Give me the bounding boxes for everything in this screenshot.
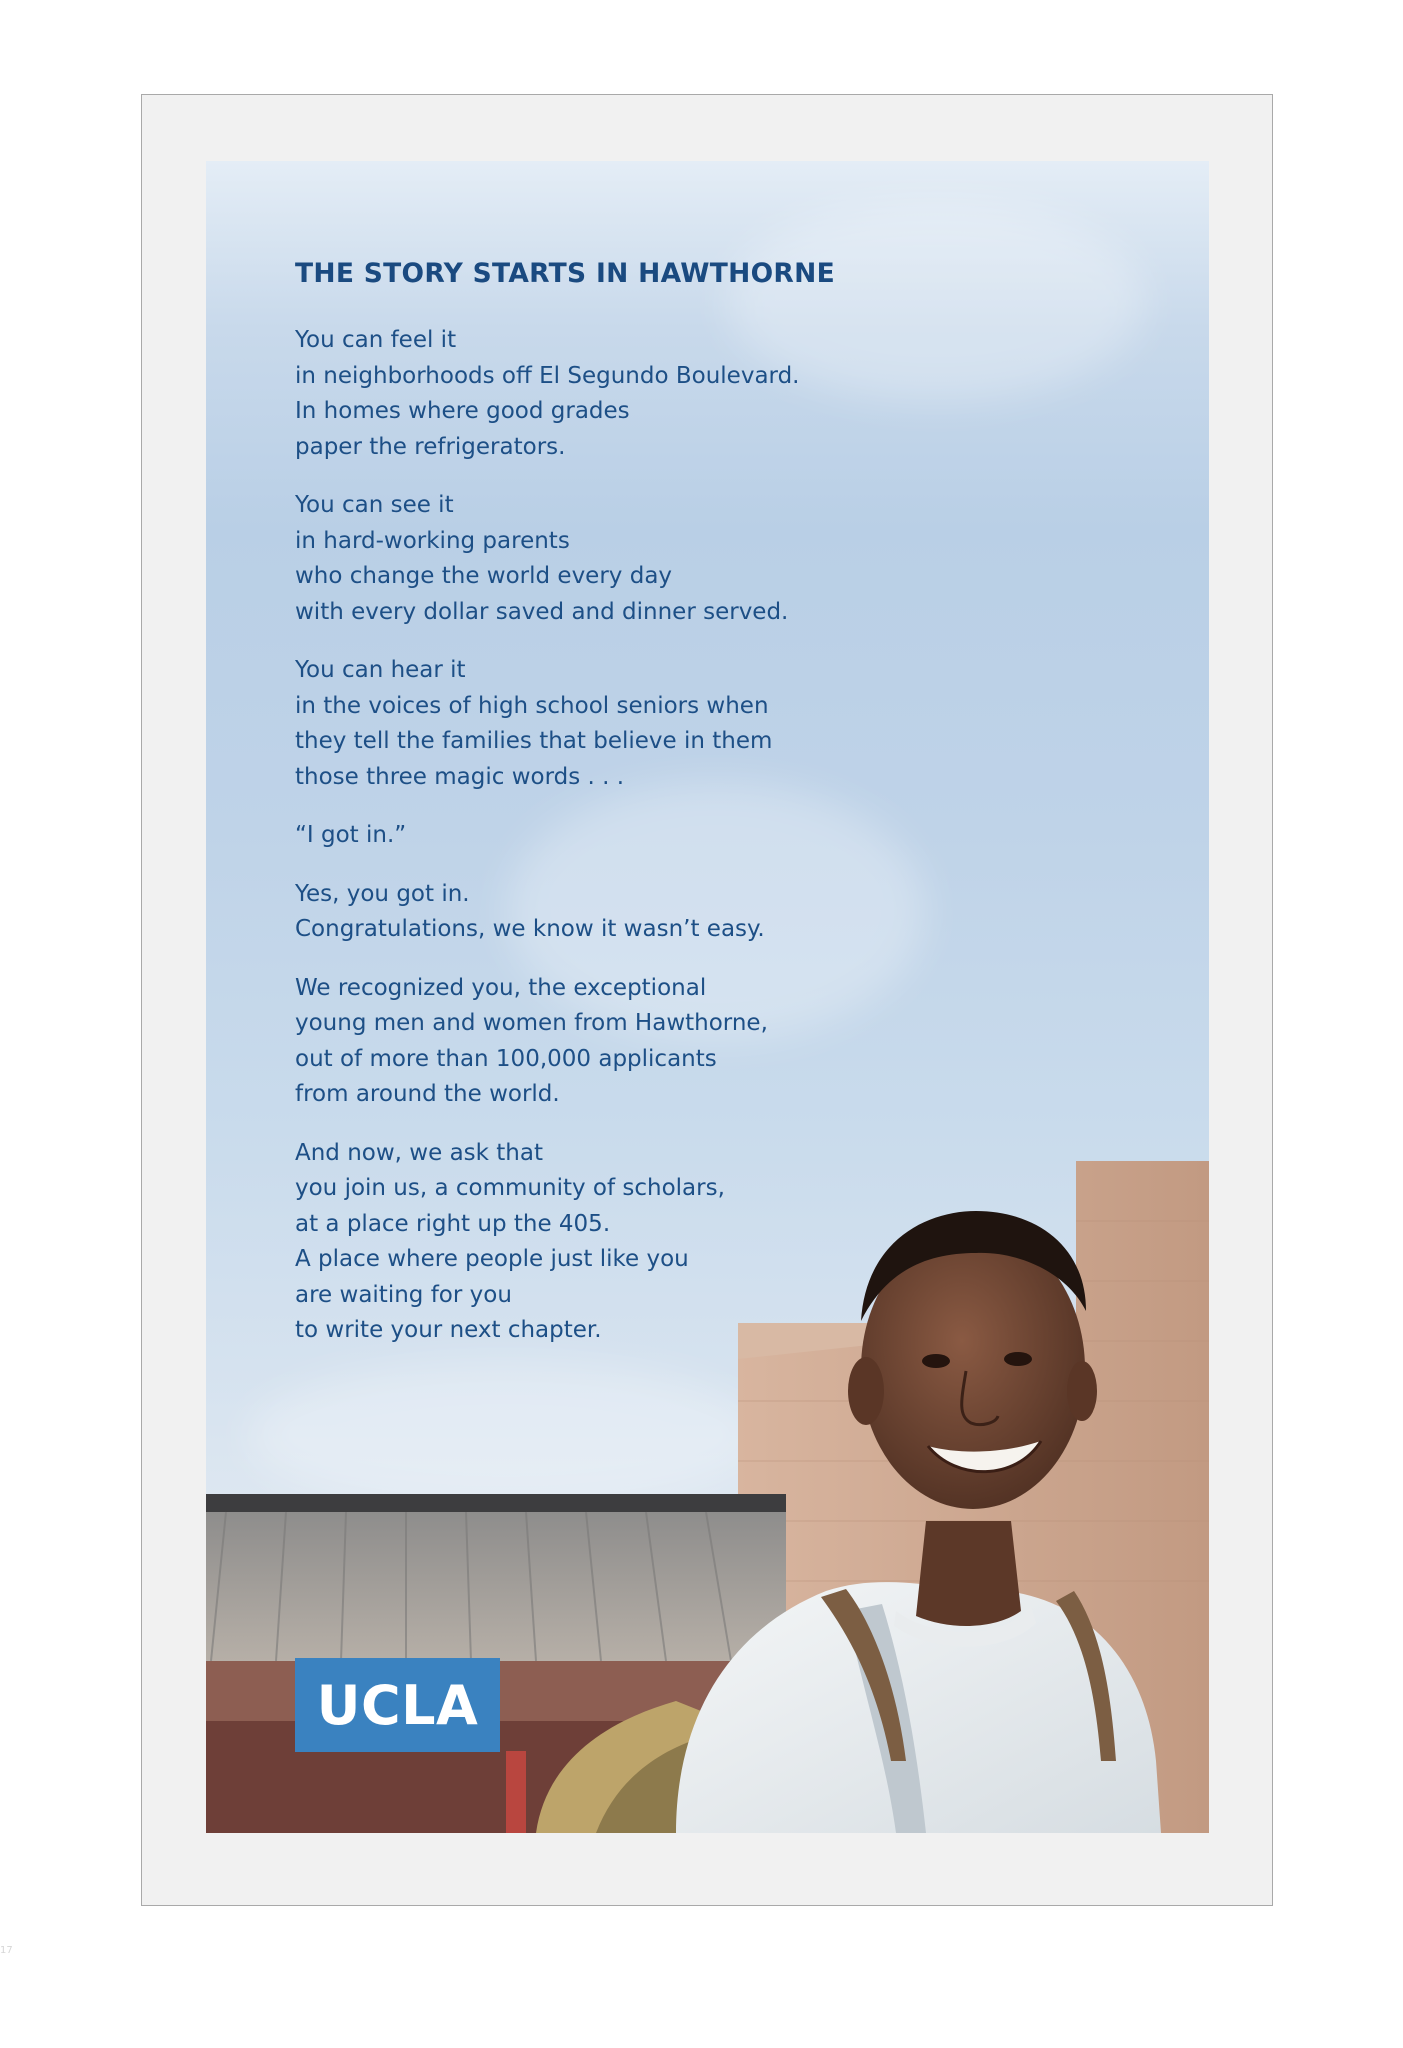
ear bbox=[1067, 1361, 1097, 1421]
roof-edge bbox=[206, 1494, 786, 1512]
poem-line: out of more than 100,000 applicants bbox=[295, 1045, 717, 1072]
poem-line: they tell the families that believe in them bbox=[295, 728, 773, 754]
poem-line: are waiting for you bbox=[295, 1281, 512, 1308]
poem-line: paper the refrigerators. bbox=[295, 433, 566, 460]
poem-line: We recognized you, the exceptional bbox=[295, 974, 707, 1001]
stanza bbox=[295, 1136, 915, 1349]
poem-line: in the voices of high school seniors when bbox=[295, 692, 769, 719]
stanza bbox=[295, 488, 915, 630]
poem-line: at a place right up the 405. bbox=[295, 1210, 611, 1237]
poem bbox=[295, 258, 915, 1372]
poem-line: You can feel it bbox=[295, 327, 457, 353]
poem-line: You can see it bbox=[295, 492, 454, 518]
poem-line: those three magic words . . . bbox=[295, 763, 625, 790]
poem-line: you join us, a community of scholars, bbox=[295, 1175, 725, 1201]
stanza bbox=[295, 653, 915, 795]
poem-line: In homes where good grades bbox=[295, 398, 630, 424]
poem-line: who change the world every day bbox=[295, 563, 673, 589]
poem-line: in neighborhoods off El Segundo Boulevard. bbox=[295, 362, 800, 389]
poem-line: A place where people just like you bbox=[295, 1246, 689, 1272]
neck bbox=[916, 1521, 1021, 1626]
poem-line: “I got in.” bbox=[295, 822, 407, 848]
poem-line: to write your next chapter. bbox=[295, 1317, 602, 1343]
headline: THE STORY STARTS IN HAWTHORNE bbox=[295, 258, 836, 289]
stanza bbox=[295, 877, 915, 948]
stanza bbox=[295, 323, 915, 465]
ucla-logo bbox=[295, 1658, 500, 1752]
page-number: 17 bbox=[0, 1945, 13, 1956]
poster bbox=[206, 161, 1209, 1833]
poem-line: Congratulations, we know it wasn’t easy. bbox=[295, 916, 765, 942]
poem-line: You can hear it bbox=[295, 657, 466, 683]
poem-line: young men and women from Hawthorne, bbox=[295, 1010, 768, 1036]
poem-line: from around the world. bbox=[295, 1081, 560, 1107]
red-post bbox=[506, 1751, 526, 1833]
eye bbox=[1004, 1352, 1032, 1366]
poem-line: with every dollar saved and dinner served. bbox=[295, 598, 789, 625]
stanza bbox=[295, 971, 915, 1113]
poem-line: in hard-working parents bbox=[295, 527, 570, 554]
roof bbox=[206, 1512, 786, 1661]
poem-line: Yes, you got in. bbox=[295, 880, 470, 907]
poem-line: And now, we ask that bbox=[295, 1139, 543, 1166]
stanza bbox=[295, 818, 915, 854]
logo-text: UCLA bbox=[316, 1673, 479, 1737]
eye bbox=[922, 1354, 950, 1368]
